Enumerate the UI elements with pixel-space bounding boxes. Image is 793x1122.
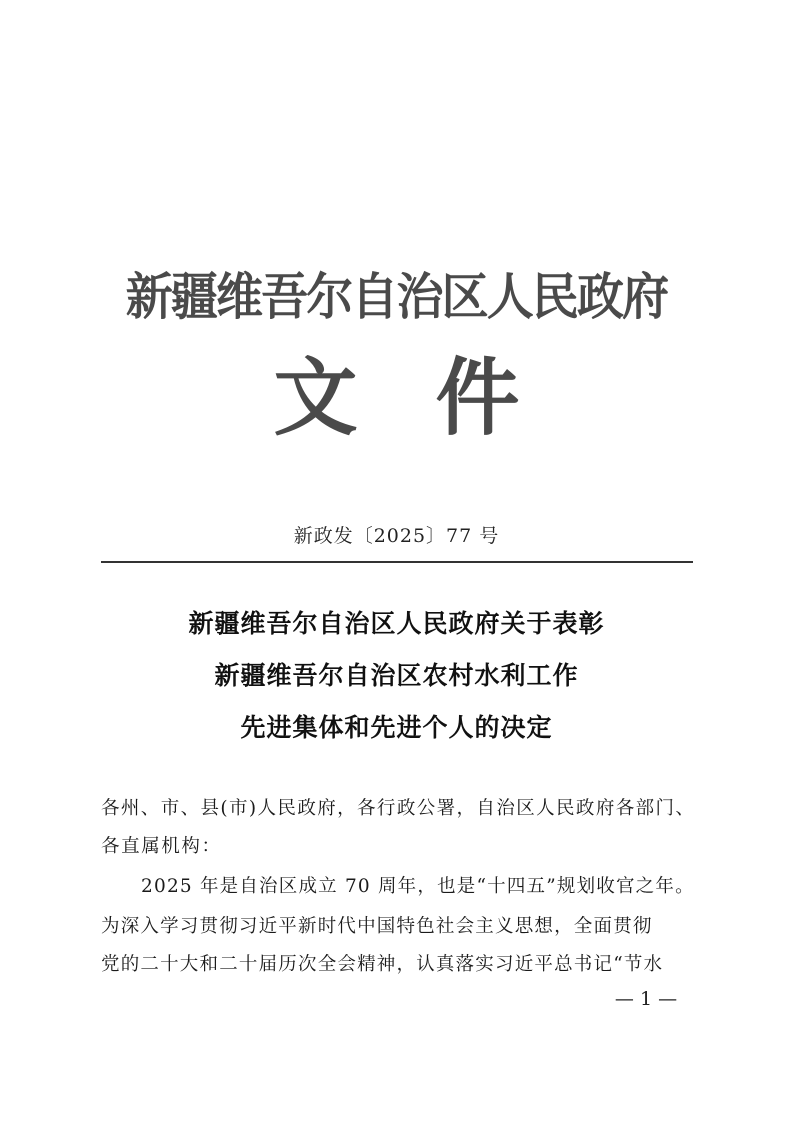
document-title-line-3: 先进集体和先进个人的决定 [240,713,553,742]
body-paragraph-line-1: 2025 年是自治区成立 70 周年，也是“十四五”规划收官之年。 [141,876,695,897]
body-paragraph-line-2: 为深入学习贯彻习近平新时代中国特色社会主义思想，全面贯彻 [101,916,653,937]
document-number: 新政发〔2025〕77 号 [293,525,500,547]
issuing-agency-header: 新疆维吾尔自治区人民政府 [125,268,668,326]
body-paragraph-line-3: 党的二十大和二十届历次全会精神，认真落实习近平总书记“节水 [101,954,664,975]
document-title-line-1: 新疆维吾尔自治区人民政府关于表彰 [188,609,605,638]
addressee-line-2: 各直属机构： [101,836,222,857]
document-title-line-2: 新疆维吾尔自治区农村水利工作 [214,661,579,690]
page-number: — 1 — [614,988,678,1010]
document-type-header: 文件 [273,348,598,447]
addressee-line-1: 各州、市、县(市)人民政府，各行政公署，自治区人民政府各部门、 [101,798,696,819]
header-divider [101,561,693,563]
